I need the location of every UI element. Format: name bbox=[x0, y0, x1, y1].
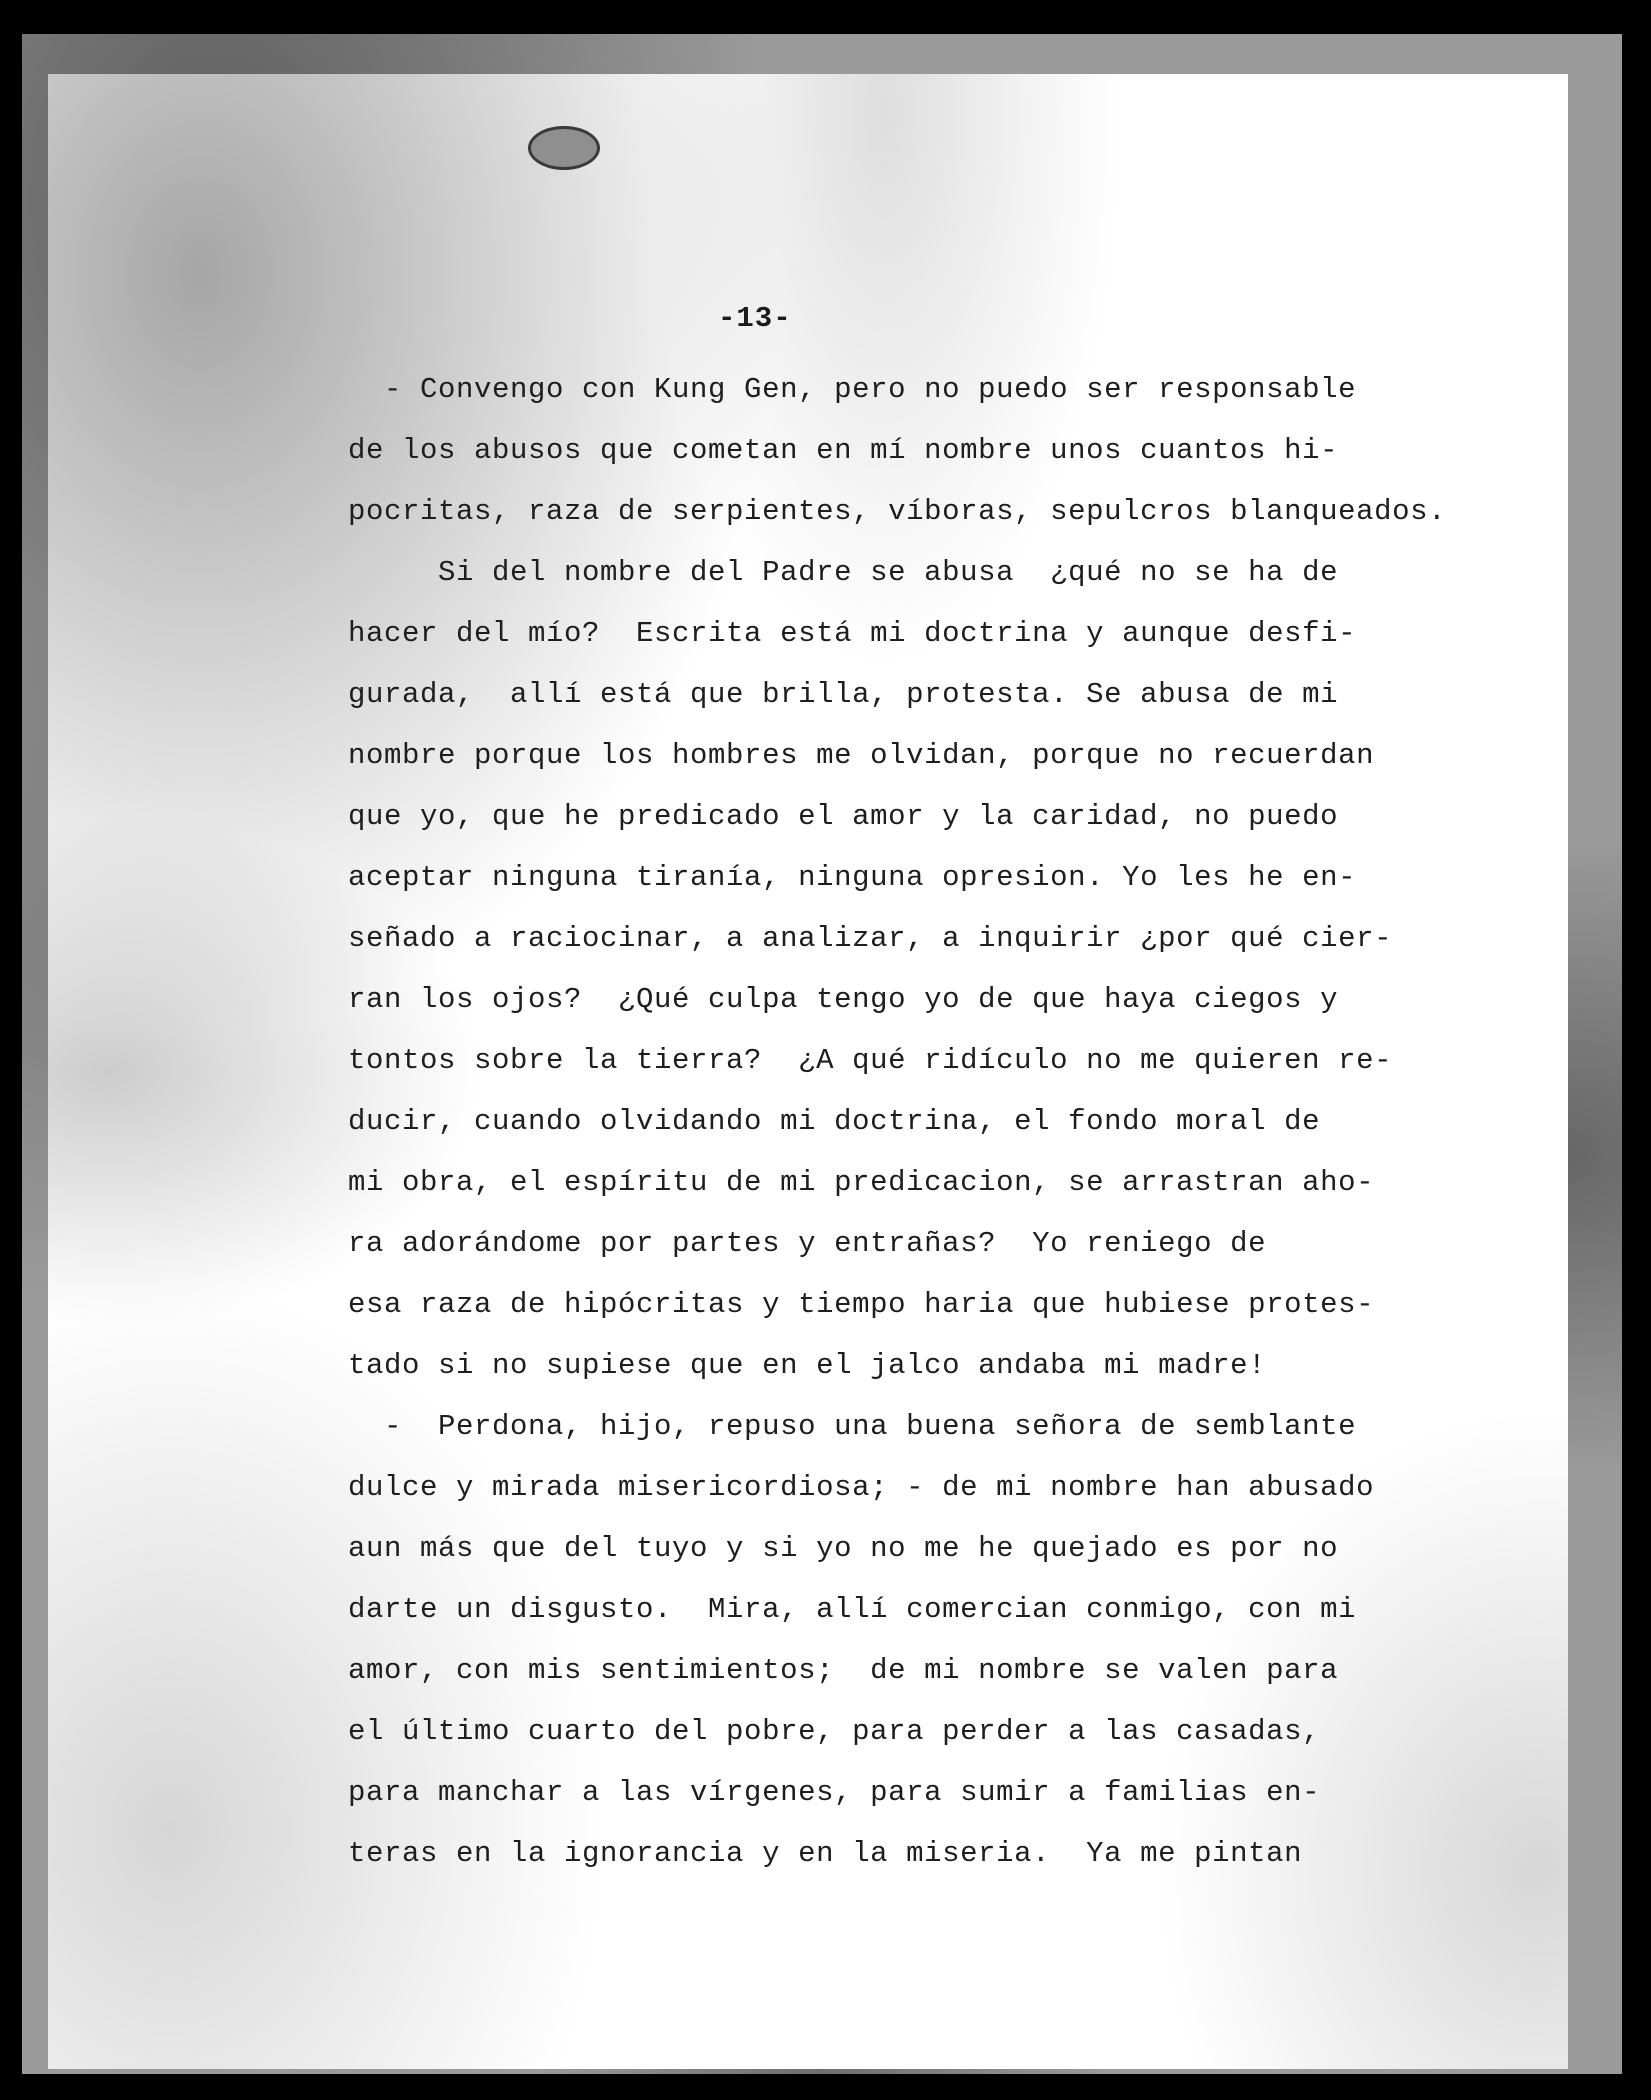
text-line: aceptar ninguna tiranía, ninguna opresion. Yo les he en- bbox=[348, 861, 1357, 894]
text-line: tado si no supiese que en el jalco andaba mi madre! bbox=[348, 1349, 1267, 1382]
text-line: darte un disgusto. Mira, allí comercian conmigo, con mi bbox=[348, 1593, 1357, 1626]
text-line: - Perdona, hijo, repuso una buena señora de semblante bbox=[348, 1410, 1357, 1443]
document-page bbox=[48, 74, 1568, 2069]
text-line: tontos sobre la tierra? ¿A qué ridículo no me quieren re- bbox=[348, 1044, 1393, 1077]
text-line: para manchar a las vírgenes, para sumir a familias en- bbox=[348, 1776, 1321, 1809]
text-line: aun más que del tuyo y si yo no me he quejado es por no bbox=[348, 1532, 1339, 1565]
text-line: nombre porque los hombres me olvidan, porque no recuerdan bbox=[348, 739, 1375, 772]
text-line: gurada, allí está que brilla, protesta. Se abusa de mi bbox=[348, 678, 1339, 711]
text-line: ra adorándome por partes y entrañas? Yo reniego de bbox=[348, 1227, 1267, 1260]
scan-border bbox=[22, 34, 1622, 2074]
text-line: de los abusos que cometan en mí nombre unos cuantos hi- bbox=[348, 434, 1339, 467]
text-line: teras en la ignorancia y en la miseria. Ya me pintan bbox=[348, 1837, 1303, 1870]
text-line: hacer del mío? Escrita está mi doctrina y aunque desfi- bbox=[348, 617, 1357, 650]
text-line: - Convengo con Kung Gen, pero no puedo ser responsable bbox=[348, 373, 1357, 406]
text-line: ran los ojos? ¿Qué culpa tengo yo de que haya ciegos y bbox=[348, 983, 1339, 1016]
text-line: el último cuarto del pobre, para perder a las casadas, bbox=[348, 1715, 1321, 1748]
text-line: mi obra, el espíritu de mi predicacion, se arrastran aho- bbox=[348, 1166, 1375, 1199]
text-line: dulce y mirada misericordiosa; - de mi nombre han abusado bbox=[348, 1471, 1375, 1504]
text-line: amor, con mis sentimientos; de mi nombre se valen para bbox=[348, 1654, 1339, 1687]
punch-hole bbox=[528, 126, 600, 170]
text-line: que yo, que he predicado el amor y la caridad, no puedo bbox=[348, 800, 1339, 833]
text-line: señado a raciocinar, a analizar, a inquirir ¿por qué cier- bbox=[348, 922, 1393, 955]
text-line: Si del nombre del Padre se abusa ¿qué no se ha de bbox=[348, 556, 1339, 589]
text-line: pocritas, raza de serpientes, víboras, sepulcros blanqueados. bbox=[348, 495, 1447, 528]
page-number: -13- bbox=[718, 302, 792, 335]
text-line: esa raza de hipócritas y tiempo haria que hubiese protes- bbox=[348, 1288, 1375, 1321]
body-text bbox=[348, 359, 1518, 1884]
text-line: ducir, cuando olvidando mi doctrina, el fondo moral de bbox=[348, 1105, 1321, 1138]
